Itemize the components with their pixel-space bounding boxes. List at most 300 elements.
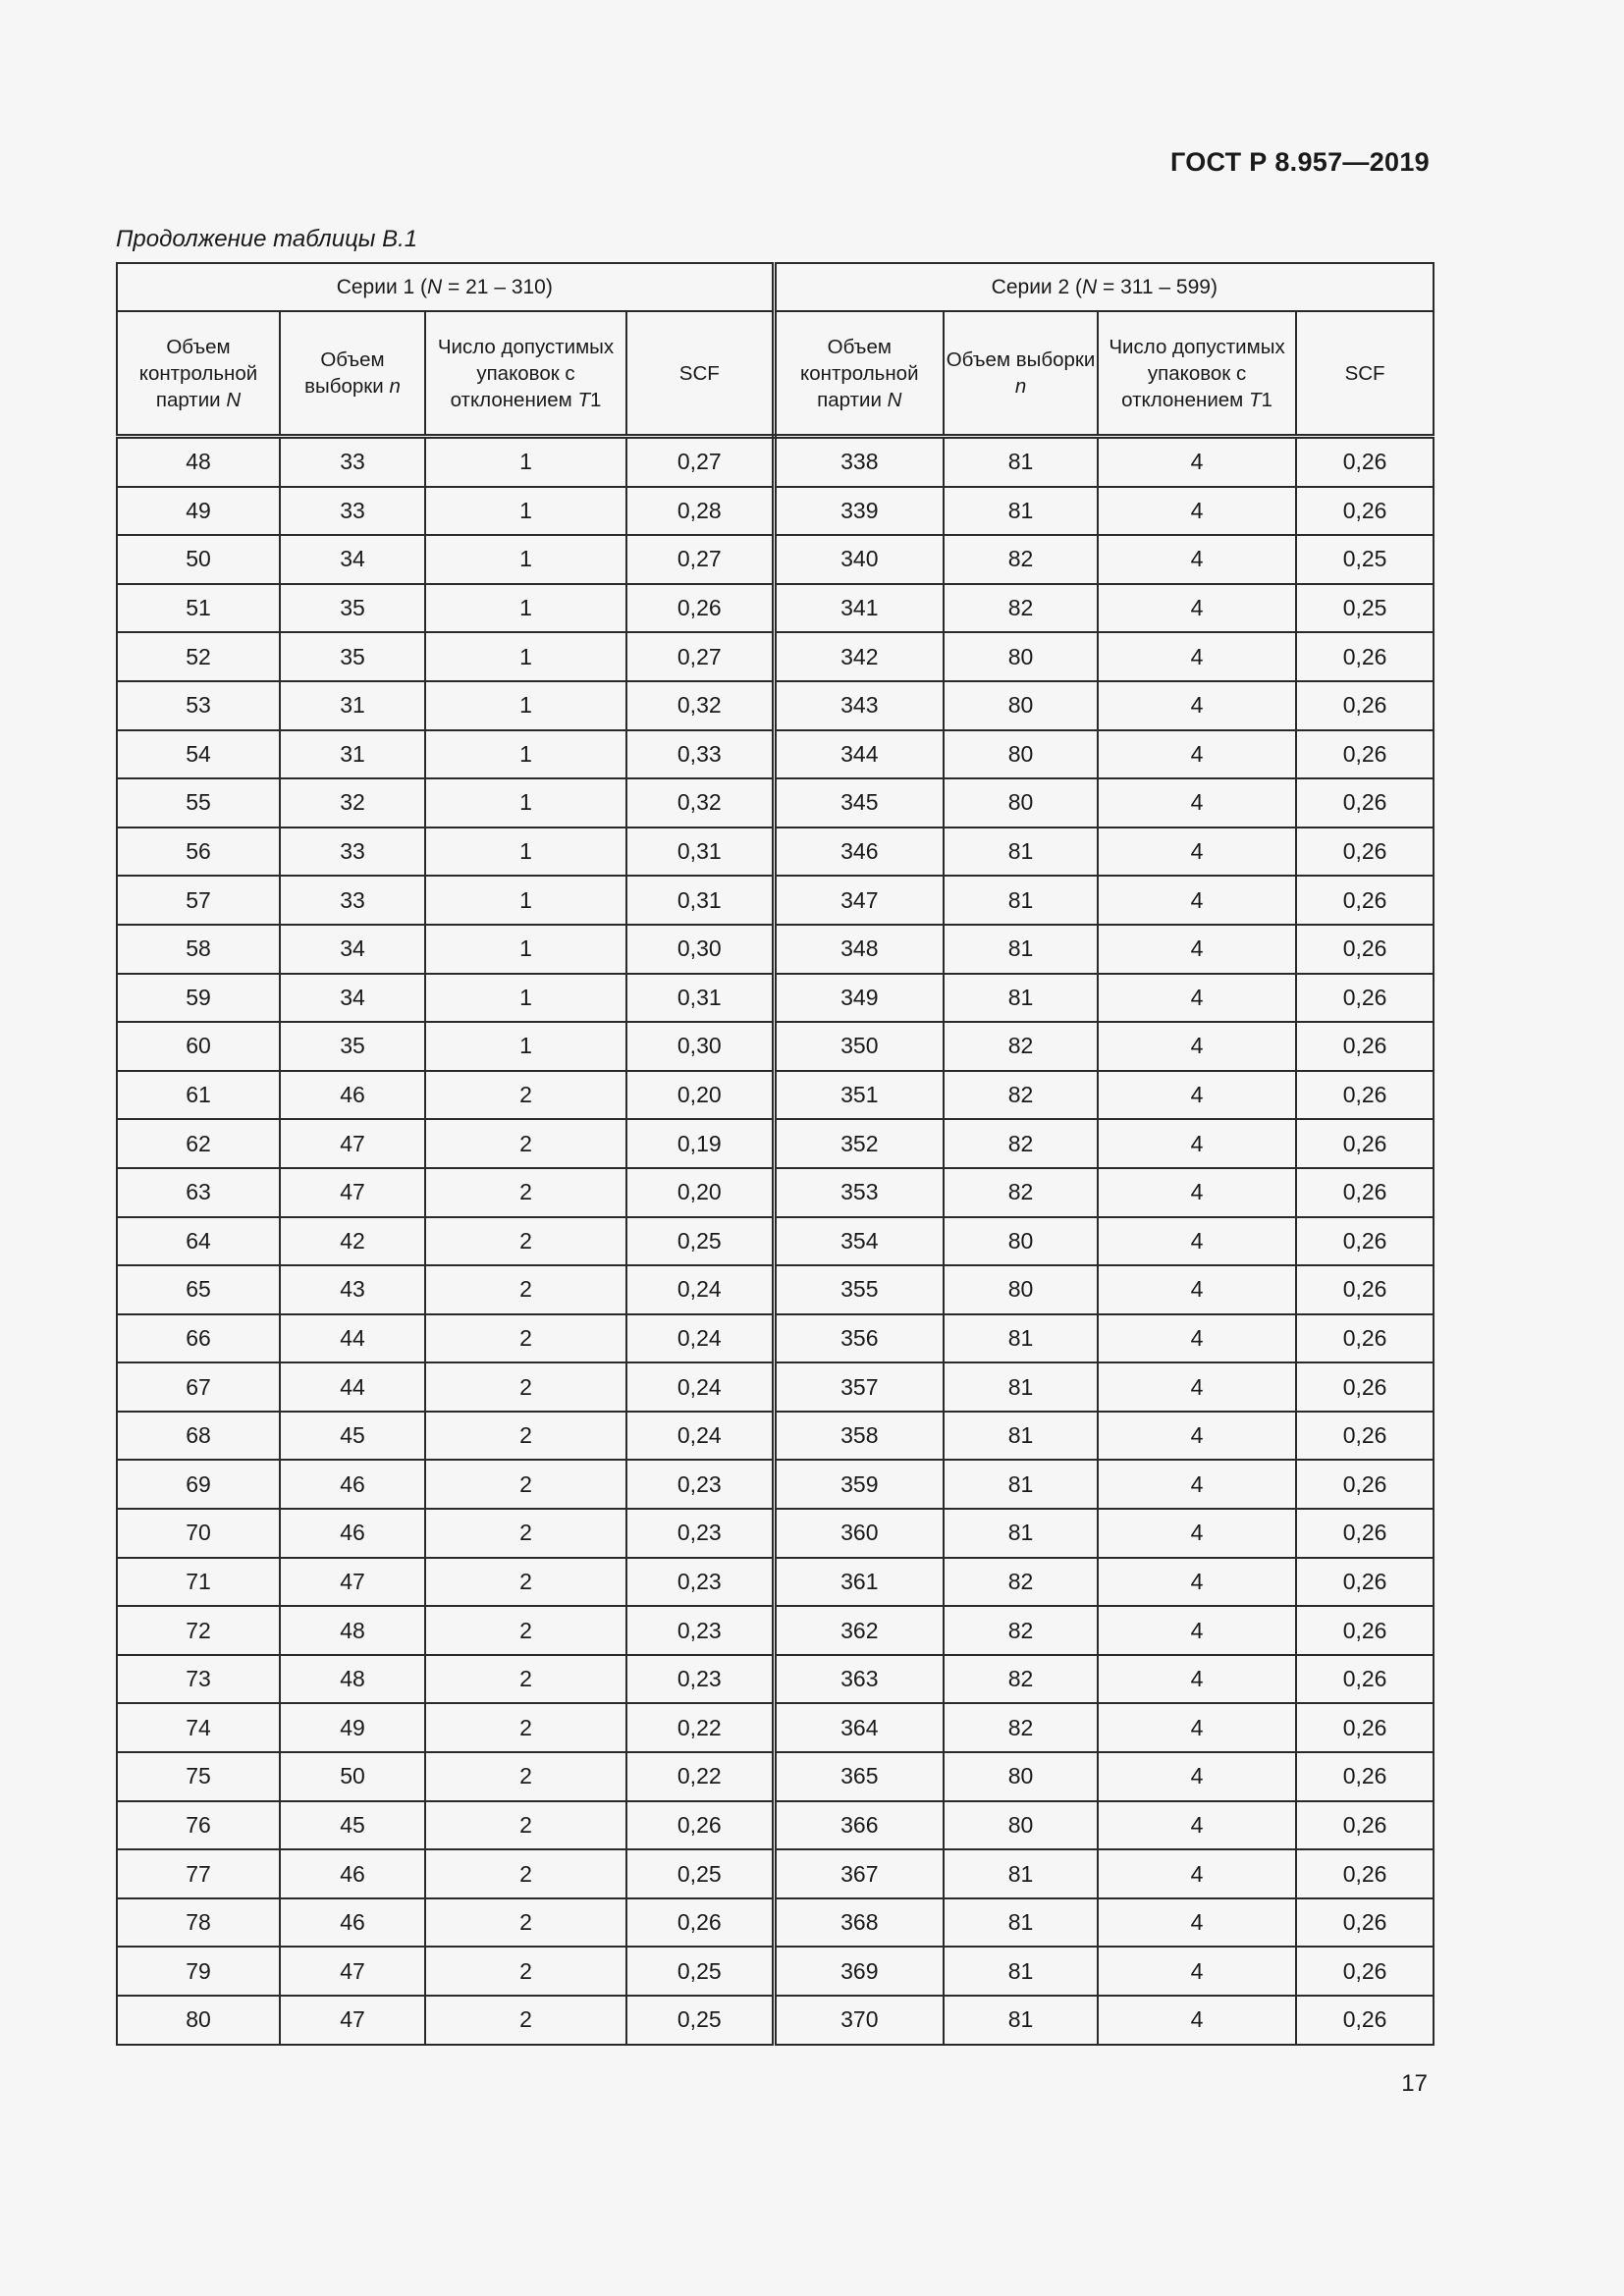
table-cell: 57 xyxy=(117,876,280,925)
table-cell: 56 xyxy=(117,828,280,877)
table-cell: 358 xyxy=(774,1412,944,1461)
table-cell: 2 xyxy=(425,1752,626,1801)
table-cell: 0,26 xyxy=(1296,632,1434,681)
col-header-scf: SCF xyxy=(626,311,774,437)
standard-code: ГОСТ Р 8.957—2019 xyxy=(1169,147,1430,177)
table-cell: 4 xyxy=(1098,1168,1296,1217)
table-row xyxy=(117,1168,1434,1217)
table-cell: 4 xyxy=(1098,584,1296,633)
table-cell: 367 xyxy=(774,1849,944,1898)
table-row xyxy=(117,437,1434,487)
table-cell: 365 xyxy=(774,1752,944,1801)
table-cell: 2 xyxy=(425,1314,626,1363)
table-row xyxy=(117,1362,1434,1412)
table-cell: 34 xyxy=(280,535,425,584)
table-cell: 45 xyxy=(280,1801,425,1850)
table-cell: 4 xyxy=(1098,1558,1296,1607)
table-cell: 0,25 xyxy=(626,1947,774,1996)
table-cell: 0,26 xyxy=(1296,1947,1434,1996)
table-cell: 2 xyxy=(425,1655,626,1704)
table-cell: 0,26 xyxy=(1296,876,1434,925)
table-cell: 73 xyxy=(117,1655,280,1704)
table-row xyxy=(117,1947,1434,1996)
table-cell: 2 xyxy=(425,1460,626,1509)
table-cell: 1 xyxy=(425,681,626,730)
table-cell: 1 xyxy=(425,925,626,974)
table-row xyxy=(117,584,1434,633)
table-cell: 63 xyxy=(117,1168,280,1217)
table-cell: 0,26 xyxy=(1296,487,1434,536)
series-2-header: Серии 2 (N = 311 – 599) xyxy=(774,263,1434,311)
table-cell: 4 xyxy=(1098,828,1296,877)
table-cell: 359 xyxy=(774,1460,944,1509)
table-cell: 80 xyxy=(944,730,1098,779)
table-cell: 46 xyxy=(280,1849,425,1898)
table-cell: 70 xyxy=(117,1509,280,1558)
table-cell: 1 xyxy=(425,584,626,633)
table-cell: 0,26 xyxy=(1296,1655,1434,1704)
table-cell: 44 xyxy=(280,1314,425,1363)
table-cell: 75 xyxy=(117,1752,280,1801)
table-cell: 81 xyxy=(944,1898,1098,1948)
table-row xyxy=(117,1412,1434,1461)
table-cell: 4 xyxy=(1098,778,1296,828)
table-cell: 60 xyxy=(117,1022,280,1071)
table-cell: 82 xyxy=(944,535,1098,584)
table-cell: 0,26 xyxy=(626,1898,774,1948)
table-cell: 4 xyxy=(1098,1898,1296,1948)
table-row xyxy=(117,1119,1434,1168)
table-cell: 0,31 xyxy=(626,828,774,877)
table-cell: 1 xyxy=(425,535,626,584)
table-cell: 356 xyxy=(774,1314,944,1363)
table-cell: 338 xyxy=(774,437,944,487)
table-cell: 49 xyxy=(280,1703,425,1752)
table-cell: 2 xyxy=(425,1168,626,1217)
series-header-row xyxy=(117,263,1434,311)
table-cell: 0,26 xyxy=(1296,1362,1434,1412)
table-cell: 2 xyxy=(425,1558,626,1607)
table-cell: 2 xyxy=(425,1412,626,1461)
table-cell: 82 xyxy=(944,1655,1098,1704)
table-cell: 47 xyxy=(280,1947,425,1996)
table-cell: 81 xyxy=(944,437,1098,487)
table-cell: 53 xyxy=(117,681,280,730)
table-cell: 81 xyxy=(944,1947,1098,1996)
table-cell: 47 xyxy=(280,1558,425,1607)
table-cell: 4 xyxy=(1098,487,1296,536)
table-cell: 351 xyxy=(774,1071,944,1120)
table-row xyxy=(117,925,1434,974)
table-cell: 82 xyxy=(944,584,1098,633)
table-cell: 342 xyxy=(774,632,944,681)
table-cell: 50 xyxy=(117,535,280,584)
table-cell: 2 xyxy=(425,1217,626,1266)
table-cell: 0,27 xyxy=(626,437,774,487)
table-row xyxy=(117,1071,1434,1120)
table-cell: 4 xyxy=(1098,1606,1296,1655)
table-cell: 0,26 xyxy=(1296,1996,1434,2045)
table-cell: 0,32 xyxy=(626,778,774,828)
table-cell: 357 xyxy=(774,1362,944,1412)
table-cell: 2 xyxy=(425,1801,626,1850)
table-row xyxy=(117,1558,1434,1607)
table-cell: 364 xyxy=(774,1703,944,1752)
table-cell: 52 xyxy=(117,632,280,681)
table-cell: 0,28 xyxy=(626,487,774,536)
table-row xyxy=(117,730,1434,779)
table-cell: 81 xyxy=(944,1362,1098,1412)
table-row xyxy=(117,1752,1434,1801)
table-cell: 81 xyxy=(944,1509,1098,1558)
table-cell: 81 xyxy=(944,1849,1098,1898)
table-cell: 363 xyxy=(774,1655,944,1704)
table-cell: 0,24 xyxy=(626,1412,774,1461)
table-cell: 0,26 xyxy=(626,1801,774,1850)
table-cell: 0,26 xyxy=(1296,1265,1434,1314)
table-cell: 4 xyxy=(1098,1509,1296,1558)
table-cell: 0,31 xyxy=(626,974,774,1023)
table-cell: 340 xyxy=(774,535,944,584)
table-row xyxy=(117,681,1434,730)
table-cell: 360 xyxy=(774,1509,944,1558)
table-cell: 0,26 xyxy=(1296,1314,1434,1363)
table-cell: 0,26 xyxy=(1296,1558,1434,1607)
table-cell: 0,26 xyxy=(1296,1752,1434,1801)
table-cell: 0,26 xyxy=(1296,1898,1434,1948)
table-cell: 42 xyxy=(280,1217,425,1266)
table-cell: 82 xyxy=(944,1119,1098,1168)
table-cell: 64 xyxy=(117,1217,280,1266)
table-cell: 0,25 xyxy=(626,1217,774,1266)
table-cell: 4 xyxy=(1098,1849,1296,1898)
table-cell: 4 xyxy=(1098,1996,1296,2045)
table-cell: 339 xyxy=(774,487,944,536)
table-cell: 80 xyxy=(944,1217,1098,1266)
table-cell: 0,20 xyxy=(626,1071,774,1120)
table-cell: 81 xyxy=(944,876,1098,925)
table-cell: 4 xyxy=(1098,925,1296,974)
table-cell: 4 xyxy=(1098,1801,1296,1850)
table-cell: 0,31 xyxy=(626,876,774,925)
table-cell: 35 xyxy=(280,584,425,633)
table-cell: 1 xyxy=(425,730,626,779)
table-cell: 2 xyxy=(425,1703,626,1752)
table-cell: 0,26 xyxy=(1296,1606,1434,1655)
col-header-lot-size: Объем контрольной партии N xyxy=(774,311,944,437)
table-cell: 350 xyxy=(774,1022,944,1071)
table-cell: 48 xyxy=(280,1606,425,1655)
table-cell: 361 xyxy=(774,1558,944,1607)
table-cell: 82 xyxy=(944,1168,1098,1217)
table-cell: 348 xyxy=(774,925,944,974)
table-cell: 81 xyxy=(944,487,1098,536)
table-cell: 35 xyxy=(280,1022,425,1071)
table-cell: 0,26 xyxy=(1296,778,1434,828)
table-cell: 72 xyxy=(117,1606,280,1655)
table-cell: 349 xyxy=(774,974,944,1023)
table-cell: 0,33 xyxy=(626,730,774,779)
table-cell: 1 xyxy=(425,974,626,1023)
table-cell: 0,26 xyxy=(1296,828,1434,877)
table-cell: 81 xyxy=(944,1412,1098,1461)
column-header-row xyxy=(117,311,1434,437)
table-cell: 1 xyxy=(425,876,626,925)
table-cell: 34 xyxy=(280,974,425,1023)
table-cell: 4 xyxy=(1098,437,1296,487)
table-cell: 32 xyxy=(280,778,425,828)
table-row xyxy=(117,1655,1434,1704)
table-cell: 67 xyxy=(117,1362,280,1412)
table-row xyxy=(117,1314,1434,1363)
table-cell: 0,26 xyxy=(1296,1119,1434,1168)
table-cell: 4 xyxy=(1098,1655,1296,1704)
table-cell: 0,26 xyxy=(1296,1022,1434,1071)
table-cell: 0,25 xyxy=(1296,535,1434,584)
table-cell: 0,23 xyxy=(626,1655,774,1704)
table-cell: 76 xyxy=(117,1801,280,1850)
table-cell: 4 xyxy=(1098,876,1296,925)
table-cell: 80 xyxy=(944,632,1098,681)
table-cell: 0,26 xyxy=(1296,681,1434,730)
table-cell: 80 xyxy=(944,1265,1098,1314)
table-cell: 0,27 xyxy=(626,632,774,681)
table-row xyxy=(117,1460,1434,1509)
table-cell: 0,30 xyxy=(626,925,774,974)
table-cell: 362 xyxy=(774,1606,944,1655)
table-cell: 0,26 xyxy=(1296,1849,1434,1898)
table-cell: 45 xyxy=(280,1412,425,1461)
table-body xyxy=(117,437,1434,2045)
table-cell: 0,23 xyxy=(626,1558,774,1607)
table-cell: 62 xyxy=(117,1119,280,1168)
table-cell: 46 xyxy=(280,1460,425,1509)
table-row xyxy=(117,1996,1434,2045)
table-cell: 33 xyxy=(280,828,425,877)
table-cell: 346 xyxy=(774,828,944,877)
table-cell: 4 xyxy=(1098,974,1296,1023)
table-cell: 0,26 xyxy=(1296,925,1434,974)
table-cell: 0,22 xyxy=(626,1752,774,1801)
table-cell: 47 xyxy=(280,1168,425,1217)
col-header-lot-size: Объем контрольной партии N xyxy=(117,311,280,437)
table-cell: 2 xyxy=(425,1119,626,1168)
table-cell: 46 xyxy=(280,1071,425,1120)
table-cell: 368 xyxy=(774,1898,944,1948)
table-cell: 0,30 xyxy=(626,1022,774,1071)
table-cell: 0,25 xyxy=(626,1849,774,1898)
table-cell: 370 xyxy=(774,1996,944,2045)
table-cell: 0,26 xyxy=(1296,1071,1434,1120)
table-row xyxy=(117,828,1434,877)
table-cell: 4 xyxy=(1098,1703,1296,1752)
table-cell: 0,26 xyxy=(1296,1703,1434,1752)
table-cell: 68 xyxy=(117,1412,280,1461)
col-header-sample-size: Объем выборки n xyxy=(280,311,425,437)
table-cell: 54 xyxy=(117,730,280,779)
table-cell: 0,26 xyxy=(1296,437,1434,487)
table-cell: 341 xyxy=(774,584,944,633)
table-cell: 0,26 xyxy=(1296,1509,1434,1558)
table-cell: 343 xyxy=(774,681,944,730)
table-cell: 55 xyxy=(117,778,280,828)
table-cell: 47 xyxy=(280,1996,425,2045)
table-cell: 2 xyxy=(425,1849,626,1898)
table-cell: 82 xyxy=(944,1022,1098,1071)
table-row xyxy=(117,1849,1434,1898)
table-cell: 69 xyxy=(117,1460,280,1509)
table-cell: 33 xyxy=(280,876,425,925)
series-1-header: Серии 1 (N = 21 – 310) xyxy=(117,263,774,311)
table-row xyxy=(117,974,1434,1023)
table-cell: 1 xyxy=(425,632,626,681)
page-number: 17 xyxy=(1401,2070,1428,2097)
table-cell: 4 xyxy=(1098,1362,1296,1412)
table-row xyxy=(117,1265,1434,1314)
table-cell: 79 xyxy=(117,1947,280,1996)
table-row xyxy=(117,1898,1434,1948)
table-cell: 4 xyxy=(1098,632,1296,681)
col-header-sample-size: Объем выборки n xyxy=(944,311,1098,437)
table-cell: 0,23 xyxy=(626,1509,774,1558)
table-cell: 0,26 xyxy=(626,584,774,633)
table-cell: 48 xyxy=(280,1655,425,1704)
table-cell: 4 xyxy=(1098,1265,1296,1314)
table-row xyxy=(117,1217,1434,1266)
table-cell: 0,24 xyxy=(626,1362,774,1412)
table-cell: 2 xyxy=(425,1947,626,1996)
table-cell: 1 xyxy=(425,487,626,536)
table-cell: 347 xyxy=(774,876,944,925)
table-cell: 4 xyxy=(1098,681,1296,730)
table-cell: 0,25 xyxy=(626,1996,774,2045)
table-cell: 354 xyxy=(774,1217,944,1266)
table-row xyxy=(117,535,1434,584)
table-cell: 4 xyxy=(1098,1119,1296,1168)
table-cell: 81 xyxy=(944,974,1098,1023)
table-cell: 0,25 xyxy=(1296,584,1434,633)
table-cell: 355 xyxy=(774,1265,944,1314)
table-cell: 78 xyxy=(117,1898,280,1948)
table-cell: 0,26 xyxy=(1296,730,1434,779)
table-cell: 81 xyxy=(944,925,1098,974)
table-cell: 0,26 xyxy=(1296,1217,1434,1266)
table-cell: 65 xyxy=(117,1265,280,1314)
table-cell: 4 xyxy=(1098,1752,1296,1801)
table-cell: 352 xyxy=(774,1119,944,1168)
table-row xyxy=(117,1509,1434,1558)
table-cell: 66 xyxy=(117,1314,280,1363)
table-cell: 80 xyxy=(944,778,1098,828)
table-cell: 80 xyxy=(117,1996,280,2045)
table-cell: 82 xyxy=(944,1606,1098,1655)
table-cell: 1 xyxy=(425,828,626,877)
table-cell: 43 xyxy=(280,1265,425,1314)
table-cell: 77 xyxy=(117,1849,280,1898)
table-row xyxy=(117,876,1434,925)
table-cell: 80 xyxy=(944,1801,1098,1850)
table-cell: 74 xyxy=(117,1703,280,1752)
table-cell: 81 xyxy=(944,1996,1098,2045)
table-cell: 4 xyxy=(1098,1460,1296,1509)
table-row xyxy=(117,632,1434,681)
table-cell: 2 xyxy=(425,1265,626,1314)
table-cell: 1 xyxy=(425,1022,626,1071)
table-cell: 49 xyxy=(117,487,280,536)
table-cell: 344 xyxy=(774,730,944,779)
table-cell: 0,26 xyxy=(1296,1412,1434,1461)
table-cell: 33 xyxy=(280,487,425,536)
table-cell: 71 xyxy=(117,1558,280,1607)
table-cell: 82 xyxy=(944,1703,1098,1752)
table-cell: 31 xyxy=(280,681,425,730)
table-caption: Продолжение таблицы В.1 xyxy=(116,226,418,252)
table-cell: 366 xyxy=(774,1801,944,1850)
table-cell: 0,24 xyxy=(626,1265,774,1314)
table-cell: 50 xyxy=(280,1752,425,1801)
table-row xyxy=(117,1022,1434,1071)
table-cell: 80 xyxy=(944,681,1098,730)
table-cell: 34 xyxy=(280,925,425,974)
table-cell: 369 xyxy=(774,1947,944,1996)
table-cell: 35 xyxy=(280,632,425,681)
table-row xyxy=(117,778,1434,828)
table-cell: 61 xyxy=(117,1071,280,1120)
table-cell: 1 xyxy=(425,778,626,828)
table-cell: 44 xyxy=(280,1362,425,1412)
table-cell: 0,19 xyxy=(626,1119,774,1168)
table-row xyxy=(117,1703,1434,1752)
table-cell: 81 xyxy=(944,1314,1098,1363)
col-header-scf: SCF xyxy=(1296,311,1434,437)
table-cell: 59 xyxy=(117,974,280,1023)
table-cell: 48 xyxy=(117,437,280,487)
table-cell: 0,23 xyxy=(626,1606,774,1655)
table-cell: 4 xyxy=(1098,1412,1296,1461)
table-cell: 0,32 xyxy=(626,681,774,730)
table-row xyxy=(117,1606,1434,1655)
table-cell: 4 xyxy=(1098,535,1296,584)
table-cell: 0,22 xyxy=(626,1703,774,1752)
table-cell: 80 xyxy=(944,1752,1098,1801)
table-cell: 4 xyxy=(1098,1022,1296,1071)
table-cell: 2 xyxy=(425,1362,626,1412)
table-cell: 51 xyxy=(117,584,280,633)
table-cell: 0,23 xyxy=(626,1460,774,1509)
col-header-allowed-packages: Число допустимых упаковок с отклонением T1 xyxy=(1098,311,1296,437)
table-cell: 0,24 xyxy=(626,1314,774,1363)
table-cell: 46 xyxy=(280,1898,425,1948)
table-cell: 58 xyxy=(117,925,280,974)
table-cell: 82 xyxy=(944,1071,1098,1120)
table-cell: 2 xyxy=(425,1996,626,2045)
table-cell: 4 xyxy=(1098,1071,1296,1120)
table-cell: 0,20 xyxy=(626,1168,774,1217)
table-cell: 4 xyxy=(1098,1217,1296,1266)
table-cell: 2 xyxy=(425,1509,626,1558)
table-row xyxy=(117,1801,1434,1850)
table-cell: 2 xyxy=(425,1898,626,1948)
table-cell: 353 xyxy=(774,1168,944,1217)
col-header-allowed-packages: Число допустимых упаковок с отклонением T1 xyxy=(425,311,626,437)
table-cell: 31 xyxy=(280,730,425,779)
table-cell: 0,27 xyxy=(626,535,774,584)
table-cell: 0,26 xyxy=(1296,1460,1434,1509)
table-cell: 4 xyxy=(1098,730,1296,779)
table-cell: 81 xyxy=(944,828,1098,877)
table-cell: 2 xyxy=(425,1071,626,1120)
table-cell: 0,26 xyxy=(1296,1168,1434,1217)
